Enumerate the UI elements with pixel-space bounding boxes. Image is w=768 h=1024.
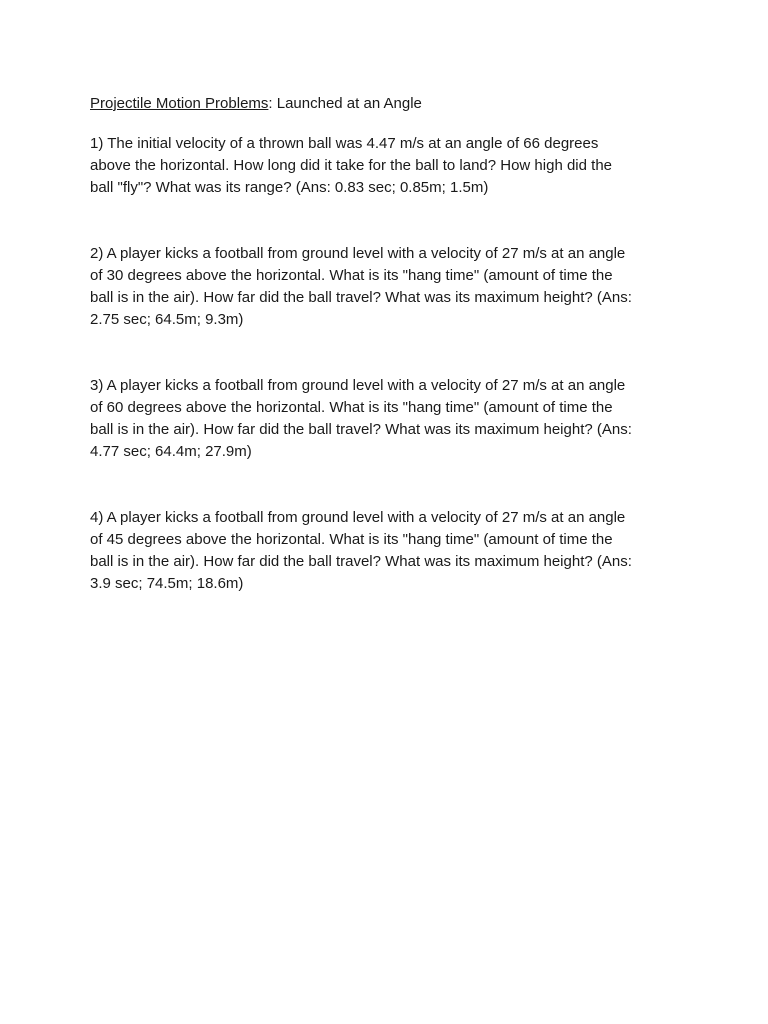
problem-4-line-4: 3.9 sec; 74.5m; 18.6m) [90,575,244,592]
problem-2-line-3: ball is in the air). How far did the ball travel? What was its maximum height? (Ans: [90,289,632,306]
problem-1-line-2: above the horizontal. How long did it take for the ball to land? How high did the [90,157,612,174]
problem-3-line-1: 3) A player kicks a football from ground level with a velocity of 27 m/s at an angle [90,377,626,394]
problem-1-line-1: 1) The initial velocity of a thrown ball was 4.47 m/s at an angle of 66 degrees [90,135,599,152]
problem-3 [90,375,690,463]
problem-2 [90,243,690,331]
problem-4-line-1: 4) A player kicks a football from ground level with a velocity of 27 m/s at an angle [90,509,626,526]
problem-4-line-3: ball is in the air). How far did the ball travel? What was its maximum height? (Ans: [90,553,632,570]
document-page [90,93,690,595]
problem-4 [90,507,690,595]
problem-3-line-2: of 60 degrees above the horizontal. What is its "hang time" (amount of time the [90,399,613,416]
problem-3-line-4: 4.77 sec; 64.4m; 27.9m) [90,443,252,460]
problem-1 [90,133,690,199]
problem-4-line-2: of 45 degrees above the horizontal. What is its "hang time" (amount of time the [90,531,613,548]
document-title-rest: : Launched at an Angle [268,95,422,112]
problem-2-line-2: of 30 degrees above the horizontal. What is its "hang time" (amount of time the [90,267,613,284]
problem-2-line-1: 2) A player kicks a football from ground level with a velocity of 27 m/s at an angle [90,245,626,262]
problem-2-line-4: 2.75 sec; 64.5m; 9.3m) [90,311,244,328]
document-title-underlined: Projectile Motion Problems [90,95,269,112]
problem-1-line-3: ball "fly"? What was its range? (Ans: 0.83 sec; 0.85m; 1.5m) [90,179,489,196]
document-title [90,93,690,115]
problem-3-line-3: ball is in the air). How far did the ball travel? What was its maximum height? (Ans: [90,421,632,438]
